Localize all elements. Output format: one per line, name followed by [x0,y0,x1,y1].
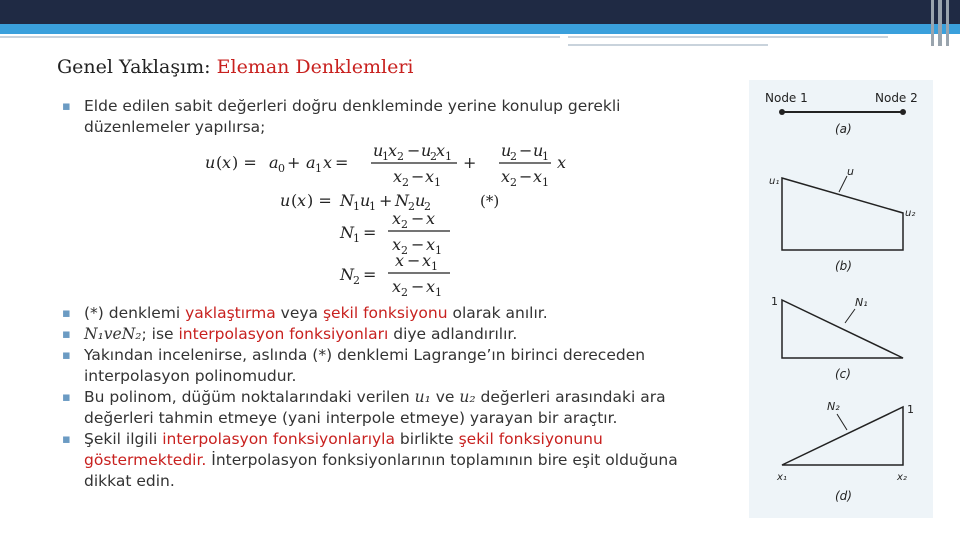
header-bar [0,0,960,24]
figure-part-a [765,91,918,136]
svg-text:1: 1 [435,286,442,298]
n1-label: N₁ [855,296,868,309]
svg-text:=: = [335,153,349,172]
intro-line-1: Elde edilen sabit değerleri doğru denkleminde yerine konulup gerekli [84,97,621,115]
svg-text:u: u [360,191,371,210]
svg-text:x: x [422,251,432,270]
svg-text:2: 2 [353,274,360,287]
b2-text-2: diye adlandırılır. [388,325,518,343]
figure-part-c [771,295,903,381]
label-b: (b) [835,259,852,273]
u1-label: u₁ [769,176,780,187]
svg-text:2: 2 [397,150,404,163]
svg-text:−: − [407,251,421,270]
svg-text:a: a [306,153,316,172]
slide-title [57,56,413,78]
svg-text:u: u [533,141,544,160]
b5-highlight-1: interpolasyon fonksiyonlarıyla [162,430,395,448]
title-prefix: Genel Yaklaşım: [57,56,217,78]
star-label: (*) [480,192,500,210]
svg-text:x: x [426,277,436,296]
svg-text:1: 1 [435,244,442,257]
svg-text:2: 2 [408,200,415,213]
bullet-icon: ▪ [62,348,71,363]
n2-label: N₂ [827,400,840,413]
svg-text:) =: ) = [307,191,332,210]
svg-text:x: x [533,167,543,186]
bullet-icon: ▪ [62,306,71,321]
svg-text:2: 2 [510,176,517,189]
equations-block [205,138,605,298]
intro-bullet [62,96,722,138]
label-d: (d) [835,489,852,503]
node2-dot [900,109,906,115]
b1-highlight-1: yaklaştırma [185,304,276,322]
svg-text:(: ( [291,191,298,210]
bullet-icon: ▪ [62,432,71,447]
x1-label: x₁ [777,472,787,483]
svg-text:=: = [363,223,377,242]
node1-label: Node 1 [765,91,808,105]
slide-content [62,96,722,138]
svg-text:−: − [519,141,533,160]
svg-text:1: 1 [542,150,549,163]
bullet-icon: ▪ [62,99,71,114]
equation-3 [339,209,450,257]
svg-text:u: u [373,141,384,160]
svg-text:1: 1 [434,176,441,189]
svg-text:x: x [392,277,402,296]
b1-text-1: (*) denklemi [84,304,186,322]
svg-text:2: 2 [510,150,517,163]
svg-text:u: u [421,141,432,160]
intro-line-2: düzenlemeler yapılırsa; [84,118,266,136]
svg-text:2: 2 [401,244,408,257]
svg-text:x: x [436,141,446,160]
svg-text:x: x [297,191,307,210]
svg-text:x: x [426,209,436,228]
svg-text:x: x [323,153,333,172]
b1-text-3: olarak anılır. [447,304,548,322]
b2-text-1: ; ise [141,325,179,343]
svg-text:1: 1 [542,176,549,189]
svg-text:−: − [411,209,425,228]
bullet-item-4 [62,387,732,429]
b3-line-1: Yakından incelenirse, aslında (*) denklemi Lagrange’ın birinci dereceden [84,346,646,364]
bullet-list [62,303,732,492]
b5-line-3: dikkat edin. [84,472,175,490]
b4-line-2: değerleri tahmin etmeye (yani interpole etmeye) yarayan bir araçtır. [84,409,618,427]
title-highlight: Eleman Denklemleri [216,56,414,78]
node2-label: Node 2 [875,91,918,105]
b1-highlight-2: şekil fonksiyonu [322,304,448,322]
svg-text:x: x [426,235,436,254]
u-label: u [847,165,854,178]
b4-post: değerleri arasındaki ara [475,388,666,406]
b4-pre: Bu polinom, düğüm noktalarındaki verilen [84,388,415,406]
b4-u1: u₁ [414,388,431,406]
svg-text:−: − [411,235,425,254]
svg-text:2: 2 [424,200,431,213]
label-a: (a) [835,122,852,136]
svg-text:1: 1 [369,200,376,213]
svg-text:N: N [340,191,354,210]
header-accent-bar [0,24,960,34]
b3-line-2: interpolasyon polinomudur. [84,367,297,385]
b4-u2: u₂ [459,388,476,406]
svg-text:u: u [205,153,216,172]
svg-text:N: N [340,223,354,242]
vbar-3 [946,0,949,46]
b5-text-2: birlikte [395,430,459,448]
figure-part-b [769,165,915,273]
svg-text:x: x [501,167,511,186]
b5-highlight-2: şekil fonksiyonunu [458,430,603,448]
svg-text:u: u [501,141,512,160]
bullet-icon: ▪ [62,327,71,342]
svg-text:+: + [379,191,393,210]
svg-text:1: 1 [382,150,389,163]
one-d-label: 1 [907,403,914,416]
svg-text:) =: ) = [232,153,257,172]
b5-text-3: İnterpolasyon fonksiyonlarının toplamının bire eşit olduğuna [206,451,678,469]
svg-text:x: x [393,167,403,186]
b4-mid: ve [430,388,460,406]
svg-text:x: x [222,153,232,172]
svg-text:−: − [407,141,421,160]
bullet-item-2 [62,324,732,345]
label-c: (c) [835,367,851,381]
svg-text:1: 1 [353,232,360,245]
svg-text:u: u [415,191,426,210]
svg-text:2: 2 [402,176,409,189]
header-line-right [568,36,888,38]
b1-text-2: veya [275,304,323,322]
vbar-1 [931,0,934,46]
svg-text:0: 0 [278,162,285,175]
svg-text:+: + [463,153,477,172]
svg-text:1: 1 [431,260,438,273]
vbar-2 [938,0,942,46]
bullet-item-1 [62,303,732,324]
svg-text:x: x [392,235,402,254]
b5-highlight-3: göstermektedir. [84,451,207,469]
bullet-item-3 [62,345,732,387]
one-c-label: 1 [771,295,778,308]
header-line-left [0,36,560,38]
bullet-icon: ▪ [62,390,71,405]
svg-text:(: ( [216,153,223,172]
svg-text:−: − [519,167,533,186]
svg-text:2: 2 [401,286,408,298]
b2-math: N₁veN₂ [84,325,142,343]
svg-text:x: x [392,209,402,228]
svg-text:2: 2 [430,150,437,163]
svg-text:1: 1 [315,162,322,175]
shape-function-figure [749,80,933,518]
svg-text:x: x [388,141,398,160]
equation-2 [280,191,499,213]
svg-text:x: x [395,251,405,270]
node1-dot [779,109,785,115]
svg-text:1: 1 [445,150,452,163]
x2-label: x₂ [897,472,907,483]
svg-text:1: 1 [353,200,360,213]
svg-text:u: u [280,191,291,210]
b2-highlight: interpolasyon fonksiyonları [178,325,389,343]
u2-label: u₂ [905,208,916,219]
svg-text:−: − [411,277,425,296]
svg-text:−: − [411,167,425,186]
svg-text:a: a [269,153,279,172]
svg-text:=: = [363,265,377,284]
b5-text-1: Şekil ilgili [84,430,163,448]
equation-4 [339,251,450,298]
bullet-item-5 [62,429,732,492]
svg-text:N: N [340,265,354,284]
svg-text:N: N [395,191,409,210]
figure-part-d [776,400,914,503]
equation-1 [205,141,566,189]
svg-text:x: x [557,153,567,172]
svg-text:x: x [425,167,435,186]
header-line-short [568,44,768,46]
svg-text:2: 2 [401,218,408,231]
svg-text:+: + [287,153,301,172]
